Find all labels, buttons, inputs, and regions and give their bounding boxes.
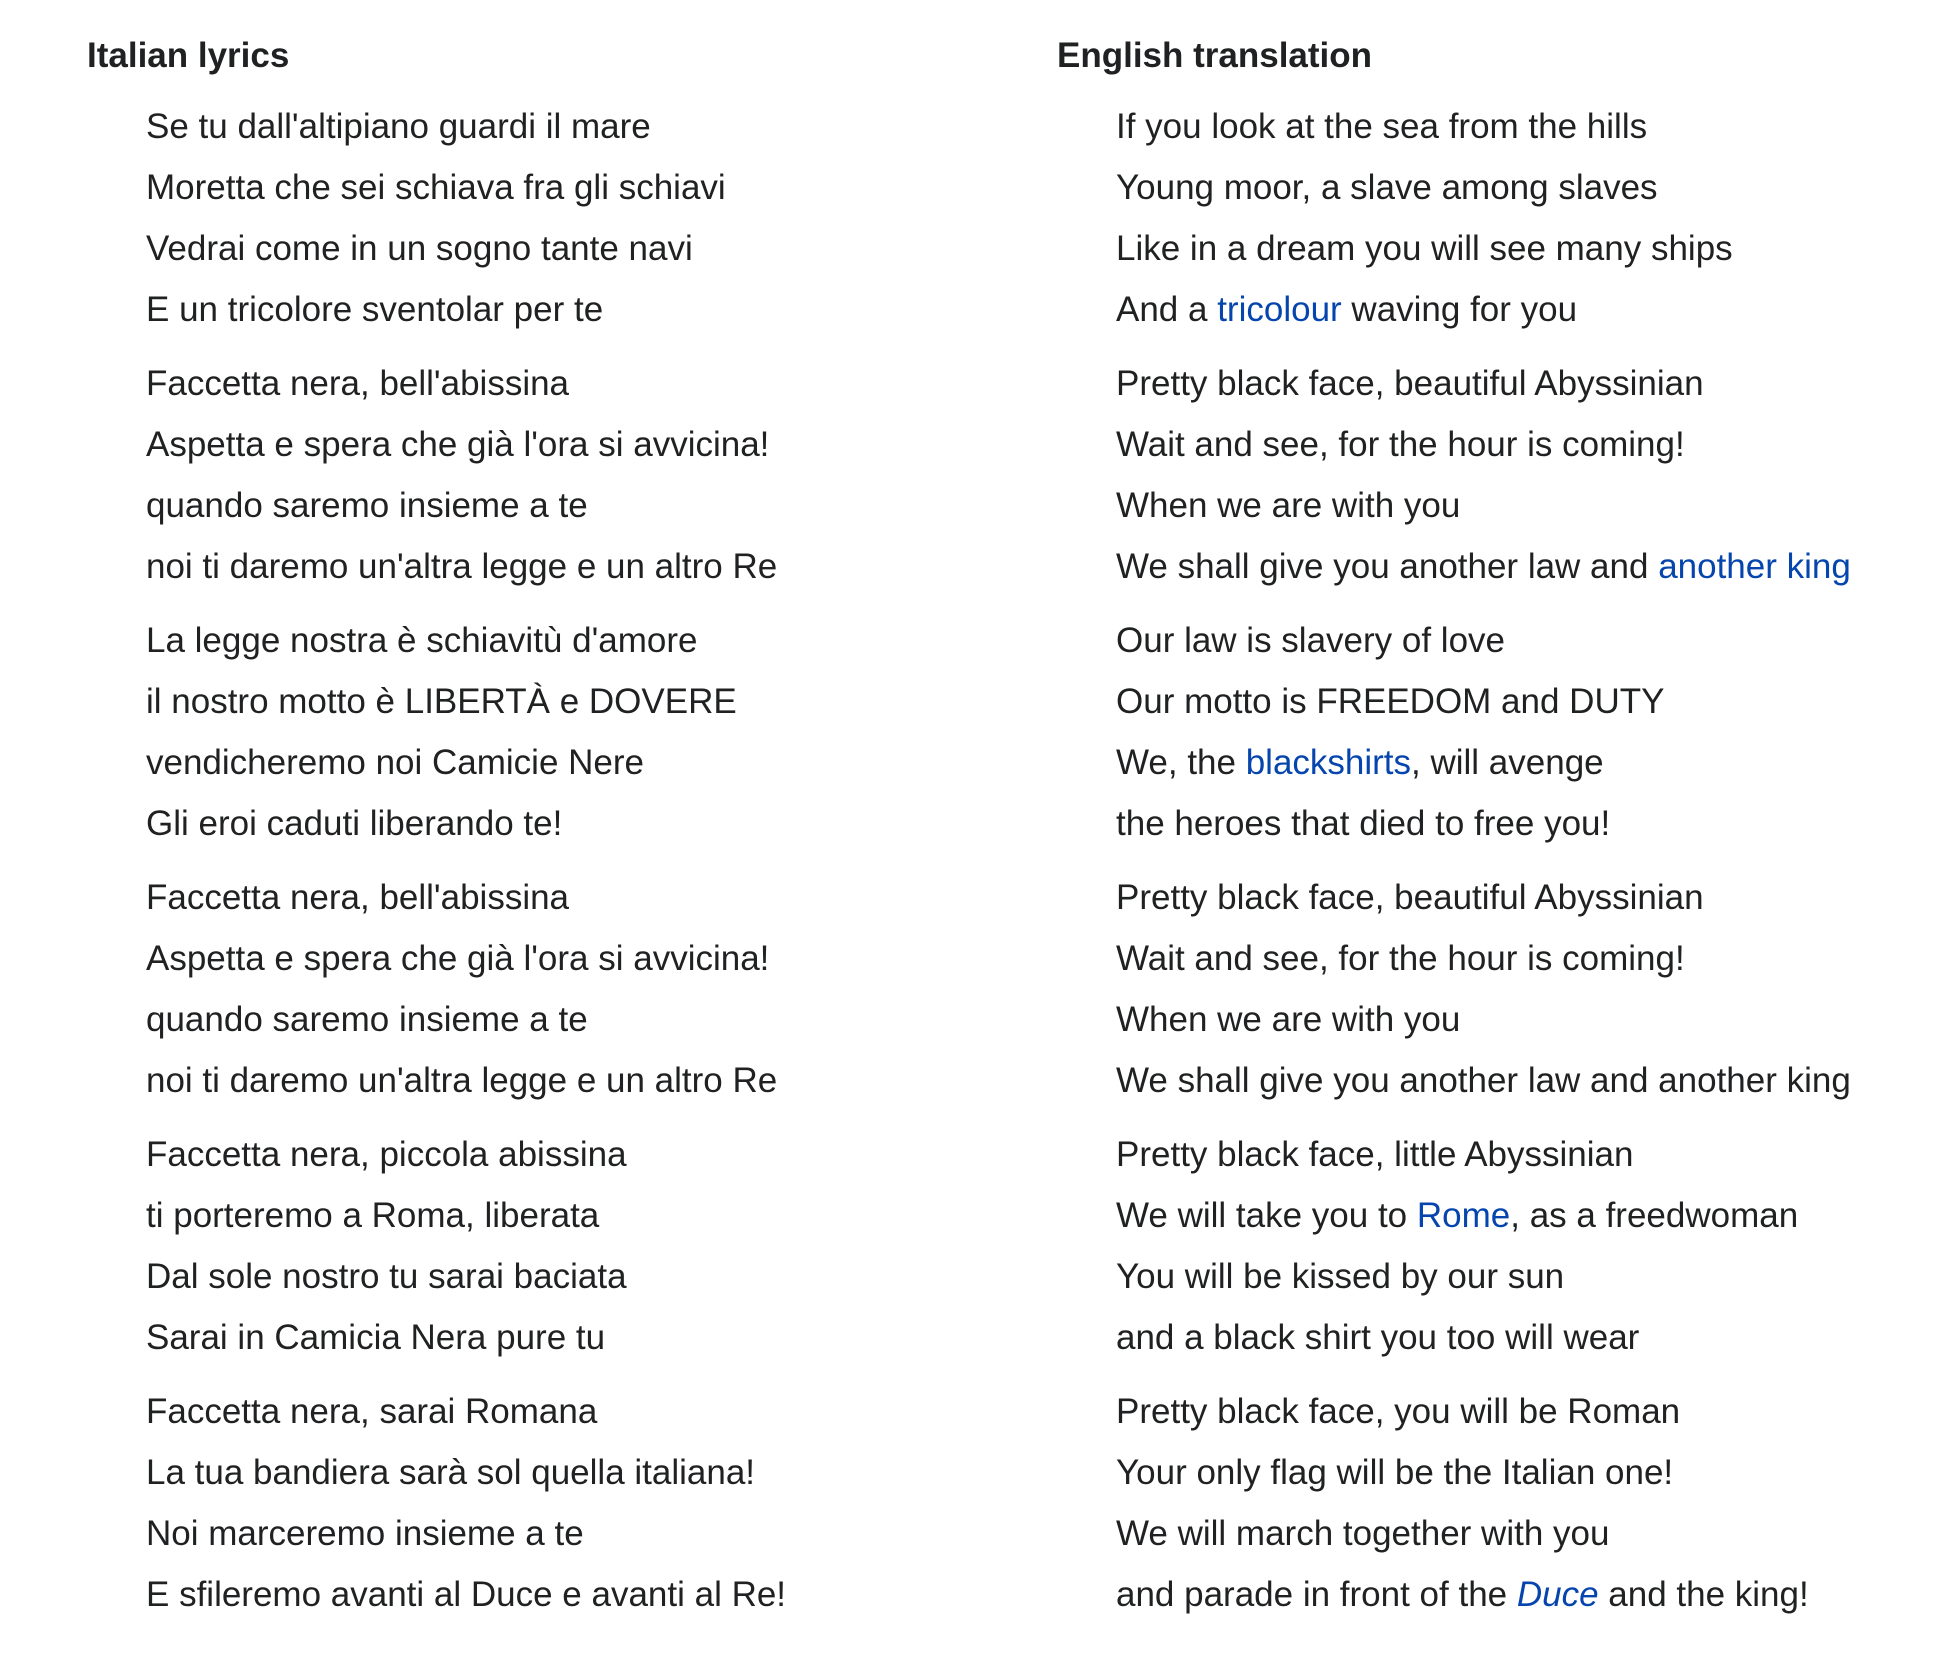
english-translation-line (1116, 218, 1851, 279)
english-translation-line (1116, 1246, 1851, 1307)
italian-stanza (87, 867, 786, 1111)
line-text: We, the (1116, 743, 1246, 782)
english-translation-line (1116, 928, 1851, 989)
italian-stanza (87, 96, 786, 340)
line-text: and parade in front of the (1116, 1575, 1517, 1614)
italian-lyric-line: Moretta che sei schiava fra gli schiavi (146, 168, 726, 207)
italian-stanza (87, 1124, 786, 1368)
italian-lyrics-header: Italian lyrics (87, 36, 290, 75)
line-text: the heroes that died to free you! (1116, 804, 1611, 843)
english-translation-line (1116, 279, 1851, 340)
english-translation-line (1116, 1050, 1851, 1111)
english-translation-line (1116, 475, 1851, 536)
english-translation-line (1116, 157, 1851, 218)
line-text: And a (1116, 290, 1218, 329)
wiki-link[interactable]: Rome (1416, 1196, 1511, 1235)
line-text: We will march together with you (1116, 1514, 1610, 1553)
italian-lyric-line: E sfileremo avanti al Duce e avanti al Re! (146, 1575, 787, 1614)
italian-lyric-line: Vedrai come in un sogno tante navi (146, 229, 693, 268)
italian-stanza (87, 353, 786, 597)
italian-lyric-line: Aspetta e spera che già l'ora si avvicina! (146, 939, 770, 978)
line-text: , as a freedwoman (1510, 1196, 1799, 1235)
italian-lyric-line: il nostro motto è LIBERTÀ e DOVERE (146, 682, 737, 721)
english-stanza (1057, 610, 1851, 854)
wiki-link[interactable]: another king (1658, 547, 1851, 586)
italian-lyric-line: Noi marceremo insieme a te (146, 1514, 584, 1553)
italian-lyric-line: Sarai in Camicia Nera pure tu (146, 1318, 606, 1357)
italian-lyric-line: Dal sole nostro tu sarai baciata (146, 1257, 627, 1296)
line-text: We shall give you another law and another king (1116, 1061, 1851, 1100)
italian-lyric-line: Faccetta nera, piccola abissina (146, 1135, 627, 1174)
english-translation-line (1116, 732, 1851, 793)
english-translation-line (1116, 1503, 1851, 1564)
line-text: Pretty black face, beautiful Abyssinian (1116, 364, 1704, 403)
line-text: Our law is slavery of love (1116, 621, 1506, 660)
english-stanza (1057, 353, 1851, 597)
english-stanzas (1057, 96, 1851, 1625)
italian-lyric-line: Se tu dall'altipiano guardi il mare (146, 107, 651, 146)
line-text: and a black shirt you too will wear (1116, 1318, 1640, 1357)
line-text: Your only flag will be the Italian one! (1116, 1453, 1674, 1492)
english-translation-line (1116, 671, 1851, 732)
line-text: Pretty black face, you will be Roman (1116, 1392, 1681, 1431)
english-stanza (1057, 96, 1851, 340)
wiki-link[interactable]: Duce (1516, 1575, 1599, 1614)
line-text: Like in a dream you will see many ships (1116, 229, 1733, 268)
line-text: , will avenge (1411, 743, 1604, 782)
italian-lyric-line: Gli eroi caduti liberando te! (146, 804, 563, 843)
line-text: When we are with you (1116, 1000, 1461, 1039)
english-translation-line (1116, 96, 1851, 157)
english-translation-line (1116, 989, 1851, 1050)
english-translation-line (1116, 414, 1851, 475)
italian-lyric-line: Faccetta nera, bell'abissina (146, 364, 570, 403)
italian-lyric-line: vendicheremo noi Camicie Nere (146, 743, 644, 782)
english-translation-header: English translation (1057, 36, 1373, 75)
english-translation-line (1116, 793, 1851, 854)
english-translation-column (1057, 36, 1851, 1638)
english-translation-line (1116, 867, 1851, 928)
italian-stanza (87, 610, 786, 854)
italian-lyric-line: ti porteremo a Roma, liberata (146, 1196, 600, 1235)
line-text: When we are with you (1116, 486, 1461, 525)
english-translation-line (1116, 1381, 1851, 1442)
italian-lyric-line: Faccetta nera, bell'abissina (146, 878, 570, 917)
italian-lyric-line: quando saremo insieme a te (146, 1000, 588, 1039)
english-translation-line (1116, 353, 1851, 414)
italian-lyric-line: La legge nostra è schiavitù d'amore (146, 621, 698, 660)
wiki-link[interactable]: blackshirts (1245, 743, 1412, 782)
italian-lyric-line: noi ti daremo un'altra legge e un altro Re (146, 1061, 778, 1100)
wiki-link[interactable]: tricolour (1217, 290, 1342, 329)
english-translation-line (1116, 1564, 1851, 1625)
line-text: You will be kissed by our sun (1116, 1257, 1565, 1296)
english-translation-line (1116, 536, 1851, 597)
line-text: waving for you (1341, 290, 1578, 329)
english-translation-line (1116, 1124, 1851, 1185)
italian-stanza (87, 1381, 786, 1625)
italian-lyric-line: quando saremo insieme a te (146, 486, 588, 525)
italian-stanzas (87, 96, 786, 1625)
line-text: Our motto is FREEDOM and DUTY (1116, 682, 1665, 721)
english-translation-line (1116, 1307, 1851, 1368)
english-stanza (1057, 1124, 1851, 1368)
english-stanza (1057, 1381, 1851, 1625)
line-text: We shall give you another law and (1116, 547, 1659, 586)
italian-lyric-line: La tua bandiera sarà sol quella italiana! (146, 1453, 756, 1492)
english-translation-line (1116, 610, 1851, 671)
italian-lyric-line: Aspetta e spera che già l'ora si avvicina! (146, 425, 770, 464)
italian-lyrics-column (87, 36, 786, 1638)
english-translation-line (1116, 1185, 1851, 1246)
line-text: Pretty black face, beautiful Abyssinian (1116, 878, 1704, 917)
line-text: Young moor, a slave among slaves (1116, 168, 1658, 207)
line-text: We will take you to (1116, 1196, 1417, 1235)
italian-lyric-line: noi ti daremo un'altra legge e un altro Re (146, 547, 778, 586)
english-stanza (1057, 867, 1851, 1111)
line-text: Wait and see, for the hour is coming! (1116, 425, 1685, 464)
italian-lyric-line: E un tricolore sventolar per te (146, 290, 604, 329)
line-text: Pretty black face, little Abyssinian (1116, 1135, 1634, 1174)
line-text: Wait and see, for the hour is coming! (1116, 939, 1685, 978)
italian-lyric-line: Faccetta nera, sarai Romana (146, 1392, 598, 1431)
line-text: and the king! (1598, 1575, 1809, 1614)
line-text: If you look at the sea from the hills (1116, 107, 1648, 146)
english-translation-line (1116, 1442, 1851, 1503)
